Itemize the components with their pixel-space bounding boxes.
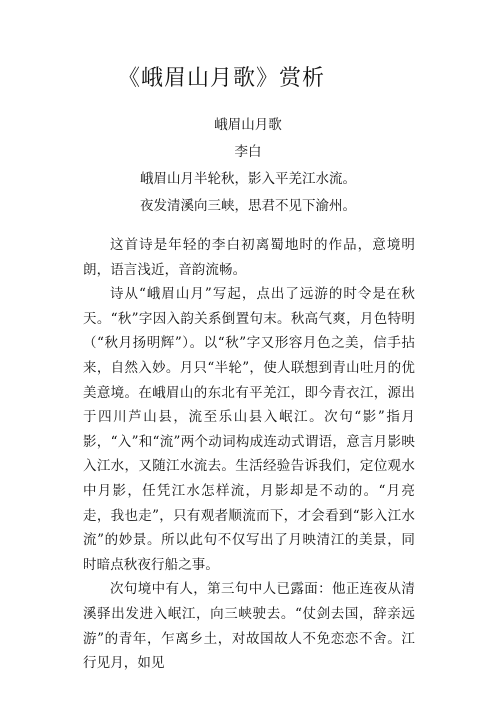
poem-line-1: 峨眉山月半轮秋，影入平羌江水流。 bbox=[140, 171, 356, 187]
paragraph-1: 这首诗是年轻的李白初离蜀地时的作品，意境明朗，语言浅近，音韵流畅。 bbox=[83, 237, 415, 278]
document-title: 《峨眉山月歌》赏析 bbox=[118, 66, 326, 91]
paragraph-2: 诗从“峨眉山月”写起，点出了远游的时令是在秋天。“秋”字因入韵关系倒置句末。秋高气爽，月色特明（“秋月扬明辉”）。以“秋”字又形容月色之美，信手拈来，自然入妙。月只“半轮”，使人联想到青山吐月的优美意境。在峨眉山的东北有平羌江，即今青衣江，源出于四川芦山县，流至乐山县入岷江。次句“影”指月影，“入”和“流”两个动词构成连动式谓语，意言月影映入江水，又随江水流去。生活经验告诉我们，定位观水中月影，任凭江水怎样流，月影却是不动的。“月亮走，我也走”，只有观者顺流而下，才会看到“影入江水流”的妙景。所以此句不仅写出了月映清江的美景，同时暗点秋夜行船之事。 bbox=[83, 286, 415, 573]
paragraph-3: 次句境中有人，第三句中人已露面：他正连夜从清溪驿出发进入岷江，向三峡驶去。“仗剑去国，辞亲远游”的青年，乍离乡土，对故国故人不免恋恋不舍。江行见月，如见 bbox=[83, 581, 415, 672]
poem-author: 李白 bbox=[234, 144, 262, 160]
poem-title: 峨眉山月歌 bbox=[214, 117, 282, 133]
analysis-body bbox=[83, 233, 415, 676]
poem-line-2: 夜发清溪向三峡，思君不见下渝州。 bbox=[140, 198, 356, 214]
